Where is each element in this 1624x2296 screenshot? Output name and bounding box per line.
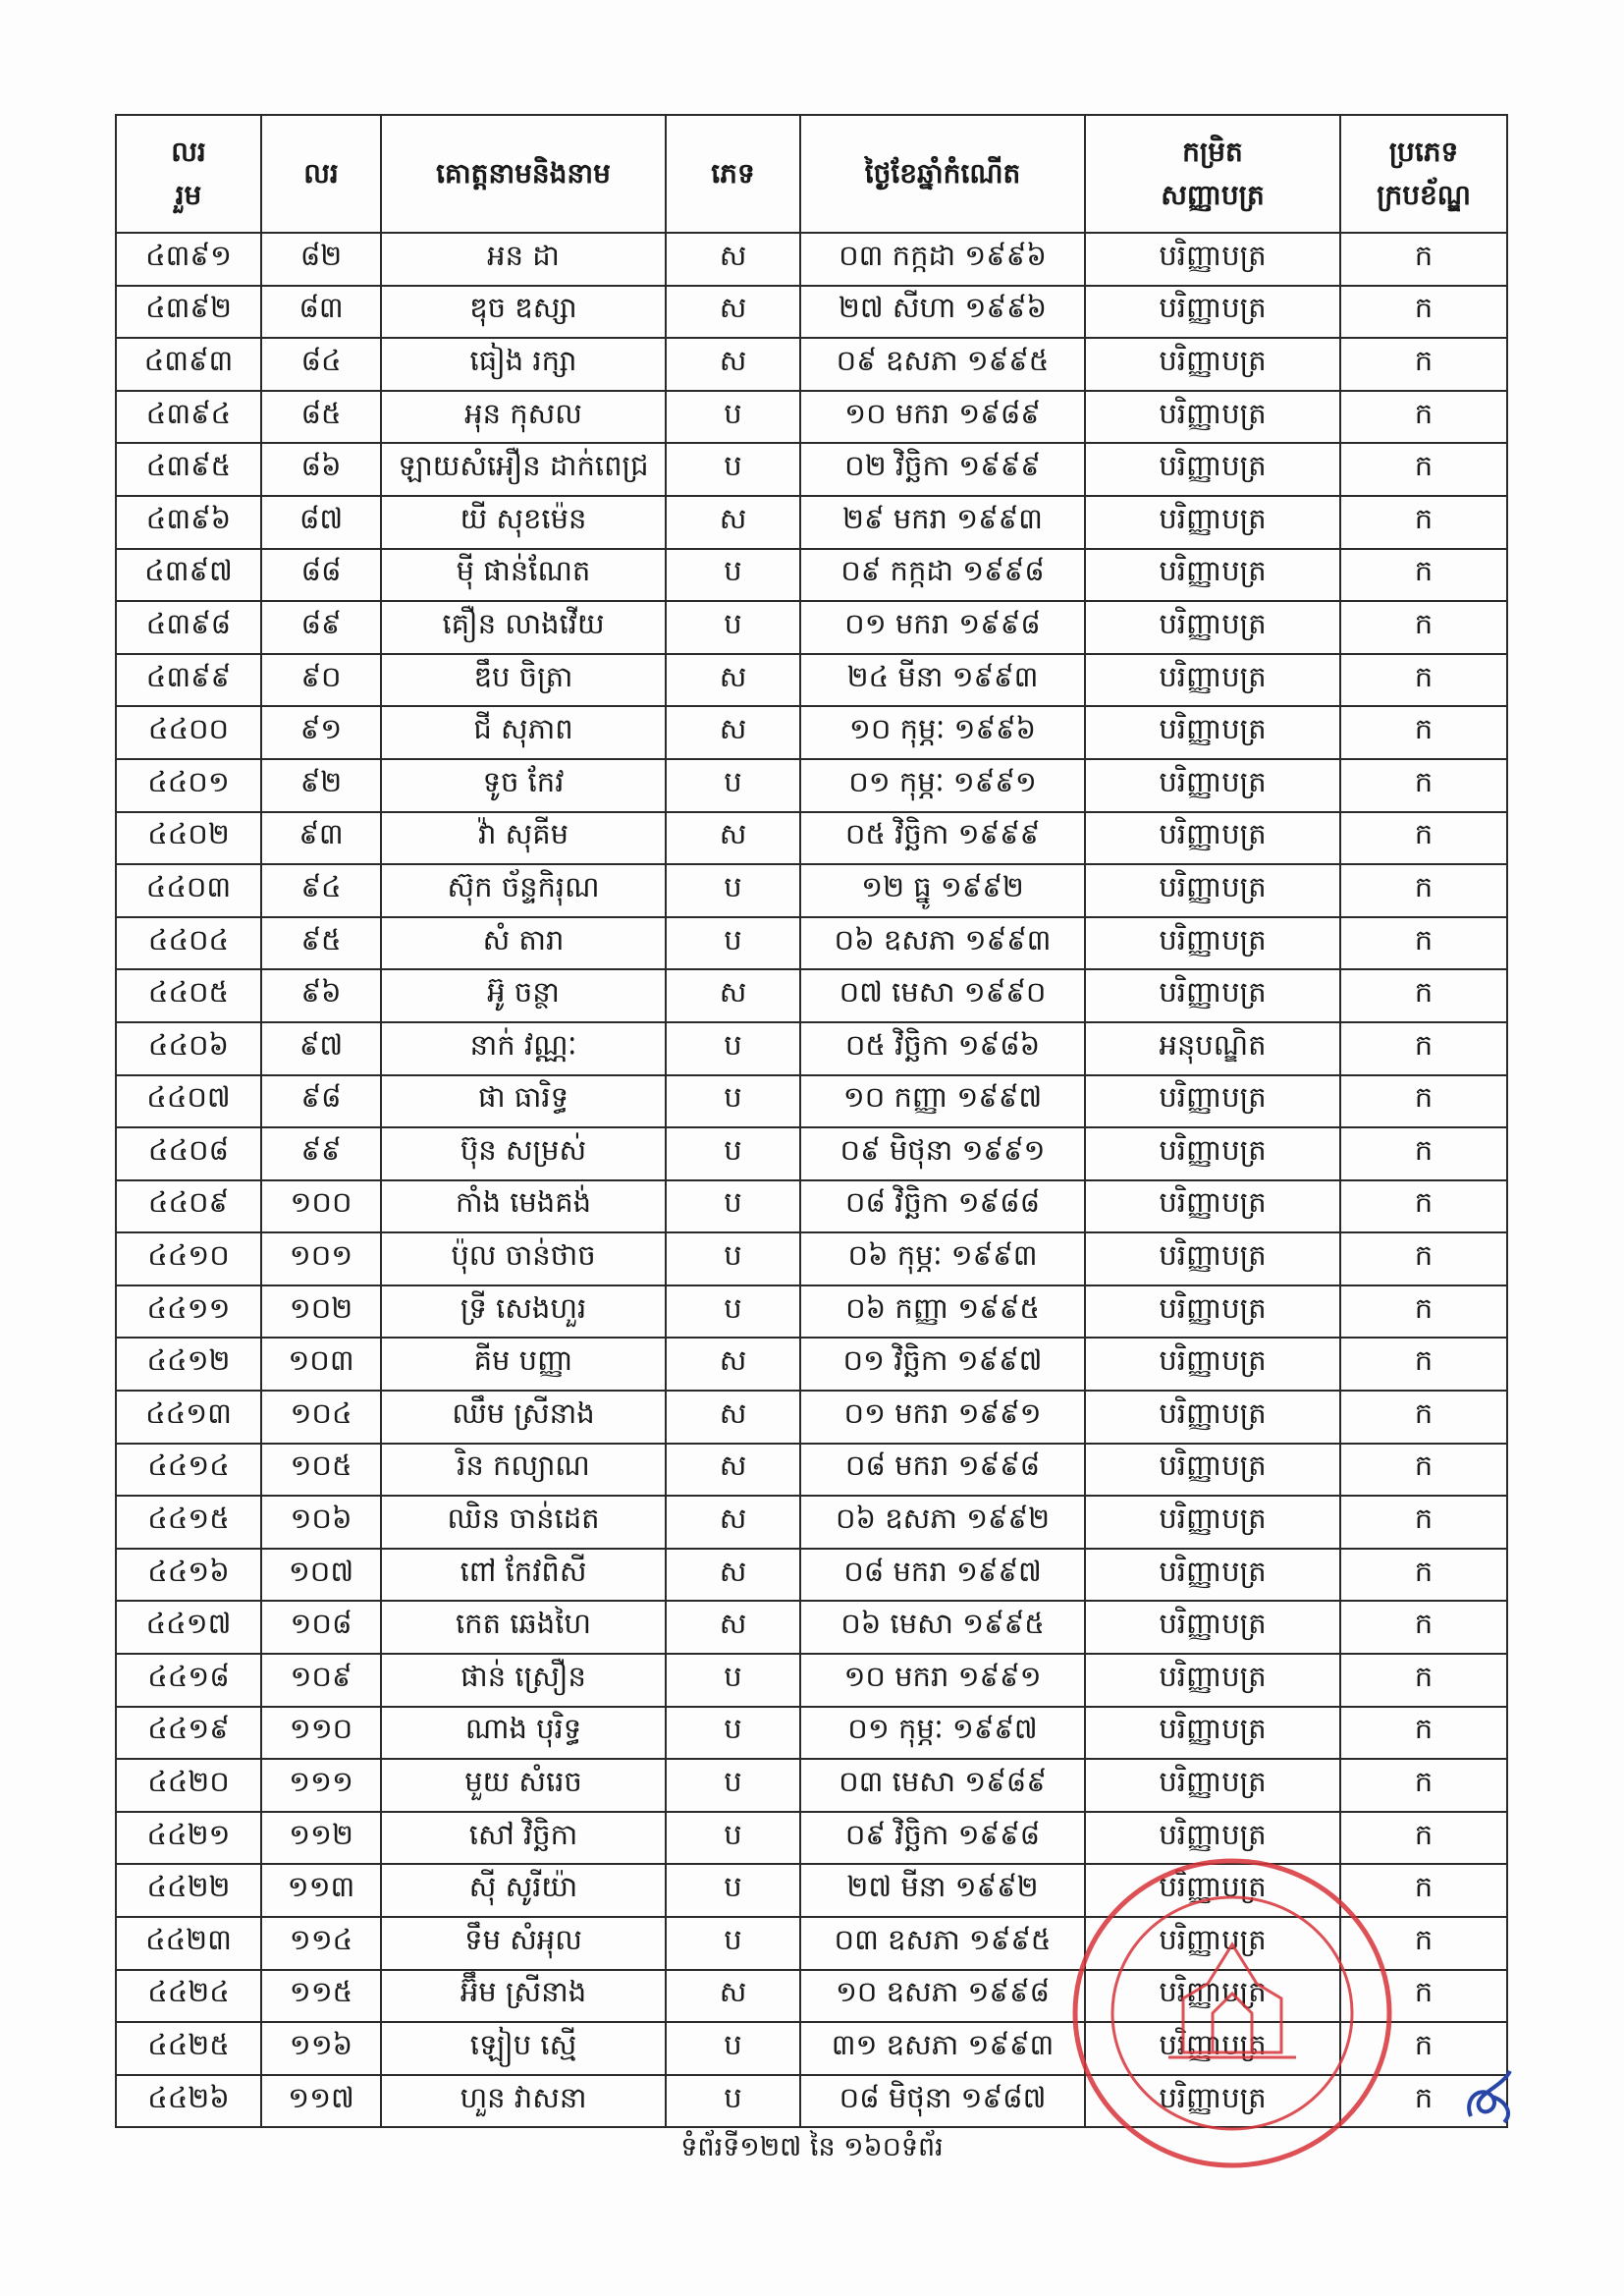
no-cell: ១០៤ (261, 1391, 381, 1444)
dob-cell: ២៧ មីនា ១៩៩២ (800, 1864, 1085, 1917)
name-cell: មួយ សំរេច (381, 1759, 666, 1812)
no-cell: ១០៩ (261, 1654, 381, 1707)
no-cell: ១១៣ (261, 1864, 381, 1917)
no-cell: ១១០ (261, 1707, 381, 1760)
dob-cell: ០៩ កក្កដា ១៩៩៨ (800, 549, 1085, 602)
total-no-cell: ៤៣៩៧ (116, 549, 261, 602)
gender-cell: ប (666, 1180, 800, 1233)
name-cell: អ៊ូ ចន្ថា (381, 969, 666, 1022)
dob-cell: ០១ មករា ១៩៩១ (800, 1391, 1085, 1444)
gender-cell: ប (666, 549, 800, 602)
name-cell: ហួន វាសនា (381, 2075, 666, 2128)
dob-cell: ០៩ មិថុនា ១៩៩១ (800, 1127, 1085, 1180)
table-row (116, 1707, 1507, 1760)
degree-cell: បរិញ្ញាបត្រ (1085, 233, 1340, 286)
official-seal-stamp (1065, 1851, 1399, 2175)
gender-cell: ប (666, 759, 800, 812)
total-no-cell: ៤៤០៤ (116, 917, 261, 970)
table-row (116, 601, 1507, 654)
dob-cell: ០៩ ឧសភា ១៩៩៥ (800, 338, 1085, 391)
degree-cell: បរិញ្ញាបត្រ (1085, 1180, 1340, 1233)
table-header-row (116, 115, 1507, 233)
no-cell: ៨៨ (261, 549, 381, 602)
name-cell: ឈិន ចាន់ដេត (381, 1496, 666, 1549)
no-cell: ៨៧ (261, 496, 381, 549)
no-cell: ១០៨ (261, 1601, 381, 1654)
page-number-footer: ទំព័រទី១២៧ នៃ ១៦០ទំព័រ (680, 2132, 944, 2162)
degree-cell: បរិញ្ញាបត្រ (1085, 1917, 1340, 1970)
framework-cell: ក (1340, 2075, 1507, 2128)
gender-cell: ប (666, 2075, 800, 2128)
name-cell: ផា ធារិទ្ធ (381, 1075, 666, 1128)
gender-cell: ស (666, 654, 800, 707)
dob-cell: ០២ វិច្ឆិកា ១៩៩៩ (800, 443, 1085, 496)
total-no-cell: ៤៤១៧ (116, 1601, 261, 1654)
no-cell: ៩៩ (261, 1127, 381, 1180)
gender-cell: ស (666, 969, 800, 1022)
no-cell: ១០២ (261, 1285, 381, 1339)
framework-cell: ក (1340, 496, 1507, 549)
dob-cell: ០៨ មករា ១៩៩៨ (800, 1444, 1085, 1497)
dob-cell: ៣១ ឧសភា ១៩៩៣ (800, 2022, 1085, 2075)
gender-cell: ប (666, 1022, 800, 1075)
dob-cell: ០៦ មេសា ១៩៩៥ (800, 1601, 1085, 1654)
no-cell: ១០៧ (261, 1549, 381, 1602)
degree-cell: បរិញ្ញាបត្រ (1085, 1444, 1340, 1497)
degree-cell: បរិញ្ញាបត្រ (1085, 812, 1340, 865)
no-cell: ៨២ (261, 233, 381, 286)
table-row (116, 1654, 1507, 1707)
gender-cell: ស (666, 812, 800, 865)
table-row (116, 1759, 1507, 1812)
total-no-cell: ៤៣៩១ (116, 233, 261, 286)
framework-cell: ក (1340, 1391, 1507, 1444)
total-no-cell: ៤៤០២ (116, 812, 261, 865)
dob-cell: ១០ កញ្ញា ១៩៩៧ (800, 1075, 1085, 1128)
signature-mark (1453, 2057, 1532, 2136)
table-row (116, 917, 1507, 970)
no-cell: ៨៩ (261, 601, 381, 654)
name-cell: ឌុច ឌស្សា (381, 286, 666, 339)
total-no-cell: ៤៤២១ (116, 1812, 261, 1865)
no-cell: ៩៥ (261, 917, 381, 970)
name-cell: អន ដា (381, 233, 666, 286)
table-row (116, 1338, 1507, 1391)
name-cell: គឿន លាងវើយ (381, 601, 666, 654)
degree-cell: បរិញ្ញាបត្រ (1085, 1391, 1340, 1444)
framework-cell: ក (1340, 969, 1507, 1022)
no-cell: ៩៧ (261, 1022, 381, 1075)
table-row (116, 443, 1507, 496)
degree-cell: បរិញ្ញាបត្រ (1085, 1496, 1340, 1549)
no-cell: ៩៤ (261, 864, 381, 917)
framework-cell: ក (1340, 1970, 1507, 2023)
header-gender: ភេទ (666, 115, 800, 233)
no-cell: ៨៤ (261, 338, 381, 391)
table-row (116, 1022, 1507, 1075)
dob-cell: ០៥ វិច្ឆិកា ១៩៩៩ (800, 812, 1085, 865)
gender-cell: ស (666, 286, 800, 339)
degree-cell: បរិញ្ញាបត្រ (1085, 2075, 1340, 2128)
dob-cell: ០៧ មេសា ១៩៩០ (800, 969, 1085, 1022)
gender-cell: ប (666, 1127, 800, 1180)
name-cell: ឈឹម ស្រីនាង (381, 1391, 666, 1444)
total-no-cell: ៤៣៩៦ (116, 496, 261, 549)
table-row (116, 759, 1507, 812)
total-no-cell: ៤៤១២ (116, 1338, 261, 1391)
framework-cell: ក (1340, 233, 1507, 286)
no-cell: ៩៦ (261, 969, 381, 1022)
degree-cell: បរិញ្ញាបត្រ (1085, 1338, 1340, 1391)
framework-cell: ក (1340, 286, 1507, 339)
total-no-cell: ៤៤១៤ (116, 1444, 261, 1497)
dob-cell: ១០ មករា ១៩៨៩ (800, 391, 1085, 444)
total-no-cell: ៤៣៩៨ (116, 601, 261, 654)
no-cell: ១០៥ (261, 1444, 381, 1497)
table-row (116, 706, 1507, 759)
framework-cell: ក (1340, 1601, 1507, 1654)
framework-cell: ក (1340, 601, 1507, 654)
degree-cell: បរិញ្ញាបត្រ (1085, 1759, 1340, 1812)
gender-cell: ស (666, 706, 800, 759)
no-cell: ៩៣ (261, 812, 381, 865)
table-row (116, 1601, 1507, 1654)
header-degree-level: កម្រិត សញ្ញាបត្រ (1085, 115, 1340, 233)
dob-cell: ០៩ វិច្ឆិកា ១៩៩៨ (800, 1812, 1085, 1865)
no-cell: ៩២ (261, 759, 381, 812)
header-framework-type: ប្រភេទ ក្របខ័ណ្ឌ (1340, 115, 1507, 233)
framework-cell: ក (1340, 1127, 1507, 1180)
dob-cell: ០៨ មិថុនា ១៩៨៧ (800, 2075, 1085, 2128)
framework-cell: ក (1340, 549, 1507, 602)
gender-cell: ប (666, 864, 800, 917)
table-row (116, 496, 1507, 549)
no-cell: ៨៣ (261, 286, 381, 339)
dob-cell: ០១ កុម្ភៈ ១៩៩៧ (800, 1707, 1085, 1760)
degree-cell: បរិញ្ញាបត្រ (1085, 1970, 1340, 2023)
dob-cell: ០១ មករា ១៩៩៨ (800, 601, 1085, 654)
dob-cell: ០៦ ឧសភា ១៩៩២ (800, 1496, 1085, 1549)
gender-cell: ប (666, 1285, 800, 1339)
total-no-cell: ៤៤១៨ (116, 1654, 261, 1707)
dob-cell: ១០ មករា ១៩៩១ (800, 1654, 1085, 1707)
framework-cell: ក (1340, 1022, 1507, 1075)
gender-cell: ប (666, 1075, 800, 1128)
gender-cell: ស (666, 1338, 800, 1391)
degree-cell: បរិញ្ញាបត្រ (1085, 864, 1340, 917)
total-no-cell: ៤៤១៣ (116, 1391, 261, 1444)
total-no-cell: ៤៤០៥ (116, 969, 261, 1022)
table-row (116, 1391, 1507, 1444)
name-cell: ម៉ី ផាន់ណែត (381, 549, 666, 602)
no-cell: ៩០ (261, 654, 381, 707)
table-body (116, 233, 1507, 2127)
table-row (116, 1285, 1507, 1339)
total-no-cell: ៤៤២៥ (116, 2022, 261, 2075)
total-no-cell: ៤៤១៥ (116, 1496, 261, 1549)
table-row (116, 286, 1507, 339)
total-no-cell: ៤៤០៣ (116, 864, 261, 917)
name-cell: ផាន់ ស្រឿន (381, 1654, 666, 1707)
dob-cell: ០៣ មេសា ១៩៨៩ (800, 1759, 1085, 1812)
table-row (116, 1549, 1507, 1602)
name-cell: ស៊ុក ច័ន្ទកិរុណ (381, 864, 666, 917)
degree-cell: បរិញ្ញាបត្រ (1085, 338, 1340, 391)
name-cell: ទឹម សំអុល (381, 1917, 666, 1970)
total-no-cell: ៤៤០៩ (116, 1180, 261, 1233)
degree-cell: បរិញ្ញាបត្រ (1085, 1707, 1340, 1760)
name-cell: នាក់ វណ្ណៈ (381, 1022, 666, 1075)
no-cell: ១០១ (261, 1232, 381, 1285)
dob-cell: ០៨ មករា ១៩៩៧ (800, 1549, 1085, 1602)
header-full-name: គោត្តនាមនិងនាម (381, 115, 666, 233)
degree-cell: បរិញ្ញាបត្រ (1085, 1232, 1340, 1285)
dob-cell: ០៣ កក្កដា ១៩៩៦ (800, 233, 1085, 286)
degree-cell: បរិញ្ញាបត្រ (1085, 1127, 1340, 1180)
table-row (116, 1127, 1507, 1180)
staff-roster-table (115, 114, 1508, 2128)
framework-cell: ក (1340, 759, 1507, 812)
total-no-cell: ៤៤២៦ (116, 2075, 261, 2128)
total-no-cell: ៤៤០៨ (116, 1127, 261, 1180)
header-date-of-birth: ថ្ងៃខែឆ្នាំកំណើត (800, 115, 1085, 233)
table-row (116, 233, 1507, 286)
name-cell: អុន កុសល (381, 391, 666, 444)
gender-cell: ប (666, 391, 800, 444)
total-no-cell: ៤៤២០ (116, 1759, 261, 1812)
no-cell: ១១១ (261, 1759, 381, 1812)
gender-cell: ប (666, 1759, 800, 1812)
gender-cell: ស (666, 1444, 800, 1497)
gender-cell: ស (666, 338, 800, 391)
framework-cell: ក (1340, 1707, 1507, 1760)
gender-cell: ប (666, 1917, 800, 1970)
framework-cell: ក (1340, 1496, 1507, 1549)
no-cell: ១០៣ (261, 1338, 381, 1391)
no-cell: ១១៤ (261, 1917, 381, 1970)
degree-cell: បរិញ្ញាបត្រ (1085, 706, 1340, 759)
dob-cell: ១០ កុម្ភៈ ១៩៩៦ (800, 706, 1085, 759)
table-row (116, 969, 1507, 1022)
degree-cell: បរិញ្ញាបត្រ (1085, 1075, 1340, 1128)
no-cell: ៩៨ (261, 1075, 381, 1128)
name-cell: សៅ វិច្ឆិកា (381, 1812, 666, 1865)
name-cell: ណាង បុរិទ្ធ (381, 1707, 666, 1760)
gender-cell: ប (666, 1232, 800, 1285)
dob-cell: ០៦ ឧសភា ១៩៩៣ (800, 917, 1085, 970)
gender-cell: ស (666, 1970, 800, 2023)
table-row (116, 549, 1507, 602)
table-row (116, 1075, 1507, 1128)
total-no-cell: ៤៤២៣ (116, 1917, 261, 1970)
dob-cell: ០៥ វិច្ឆិកា ១៩៨៦ (800, 1022, 1085, 1075)
framework-cell: ក (1340, 1444, 1507, 1497)
framework-cell: ក (1340, 1549, 1507, 1602)
total-no-cell: ៤៣៩៤ (116, 391, 261, 444)
table-row (116, 1232, 1507, 1285)
framework-cell: ក (1340, 864, 1507, 917)
name-cell: ជី សុភាព (381, 706, 666, 759)
table-row (116, 391, 1507, 444)
degree-cell: បរិញ្ញាបត្រ (1085, 1601, 1340, 1654)
name-cell: ពៅ កែវពិសី (381, 1549, 666, 1602)
degree-cell: បរិញ្ញាបត្រ (1085, 1285, 1340, 1339)
gender-cell: ស (666, 1549, 800, 1602)
table-row (116, 1180, 1507, 1233)
name-cell: ទូច កែវ (381, 759, 666, 812)
gender-cell: ប (666, 1864, 800, 1917)
degree-cell: បរិញ្ញាបត្រ (1085, 759, 1340, 812)
gender-cell: ប (666, 1812, 800, 1865)
name-cell: ធៀង រក្សា (381, 338, 666, 391)
dob-cell: ២៤ មីនា ១៩៩៣ (800, 654, 1085, 707)
total-no-cell: ៤៤០៧ (116, 1075, 261, 1128)
total-no-cell: ៤៤០១ (116, 759, 261, 812)
table-row (116, 1444, 1507, 1497)
no-cell: ១១៥ (261, 1970, 381, 2023)
gender-cell: ប (666, 2022, 800, 2075)
gender-cell: ប (666, 443, 800, 496)
total-no-cell: ៤៤២២ (116, 1864, 261, 1917)
framework-cell: ក (1340, 812, 1507, 865)
gender-cell: ប (666, 1654, 800, 1707)
gender-cell: ស (666, 1496, 800, 1549)
total-no-cell: ៤៤១៩ (116, 1707, 261, 1760)
dob-cell: ១២ ធ្នូ ១៩៩២ (800, 864, 1085, 917)
degree-cell: បរិញ្ញាបត្រ (1085, 601, 1340, 654)
dob-cell: ០៨ វិច្ឆិកា ១៩៨៨ (800, 1180, 1085, 1233)
degree-cell: បរិញ្ញាបត្រ (1085, 1812, 1340, 1865)
dob-cell: ១០ ឧសភា ១៩៩៨ (800, 1970, 1085, 2023)
degree-cell: អនុបណ្ឌិត (1085, 1022, 1340, 1075)
degree-cell: បរិញ្ញាបត្រ (1085, 286, 1340, 339)
header-total-no: លរ រួម (116, 115, 261, 233)
dob-cell: ០១ កុម្ភៈ ១៩៩១ (800, 759, 1085, 812)
total-no-cell: ៤៤១០ (116, 1232, 261, 1285)
framework-cell: ក (1340, 391, 1507, 444)
degree-cell: បរិញ្ញាបត្រ (1085, 969, 1340, 1022)
framework-cell: ក (1340, 1338, 1507, 1391)
name-cell: កេត ឆេងហៃ (381, 1601, 666, 1654)
framework-cell: ក (1340, 338, 1507, 391)
total-no-cell: ៤៤២៤ (116, 1970, 261, 2023)
framework-cell: ក (1340, 654, 1507, 707)
degree-cell: បរិញ្ញាបត្រ (1085, 917, 1340, 970)
framework-cell: ក (1340, 443, 1507, 496)
framework-cell: ក (1340, 917, 1507, 970)
dob-cell: ០៣ ឧសភា ១៩៩៥ (800, 1917, 1085, 1970)
gender-cell: ប (666, 601, 800, 654)
dob-cell: ០៦ កុម្ភៈ ១៩៩៣ (800, 1232, 1085, 1285)
name-cell: រិន កល្យាណ (381, 1444, 666, 1497)
gender-cell: ស (666, 1391, 800, 1444)
table-row (116, 338, 1507, 391)
degree-cell: បរិញ្ញាបត្រ (1085, 1864, 1340, 1917)
total-no-cell: ៤៣៩៩ (116, 654, 261, 707)
degree-cell: បរិញ្ញាបត្រ (1085, 549, 1340, 602)
framework-cell: ក (1340, 706, 1507, 759)
dob-cell: ២៩ មករា ១៩៩៣ (800, 496, 1085, 549)
total-no-cell: ៤៣៩៥ (116, 443, 261, 496)
gender-cell: ស (666, 233, 800, 286)
dob-cell: ២៧ សីហា ១៩៩៦ (800, 286, 1085, 339)
framework-cell: ក (1340, 1917, 1507, 1970)
total-no-cell: ៤៤០៦ (116, 1022, 261, 1075)
total-no-cell: ៤៣៩២ (116, 286, 261, 339)
dob-cell: ០៦ កញ្ញា ១៩៩៥ (800, 1285, 1085, 1339)
framework-cell: ក (1340, 1285, 1507, 1339)
no-cell: ៩១ (261, 706, 381, 759)
gender-cell: ស (666, 496, 800, 549)
name-cell: យី សុខម៉េន (381, 496, 666, 549)
name-cell: វ៉ា សុគីម (381, 812, 666, 865)
degree-cell: បរិញ្ញាបត្រ (1085, 654, 1340, 707)
table-row (116, 1496, 1507, 1549)
no-cell: ១០៦ (261, 1496, 381, 1549)
name-cell: ឡាយសំអឿន ដាក់ពេជ្រ (381, 443, 666, 496)
framework-cell: ក (1340, 1864, 1507, 1917)
name-cell: ស៊ី សូរីយ៉ា (381, 1864, 666, 1917)
total-no-cell: ៤៣៩៣ (116, 338, 261, 391)
total-no-cell: ៤៤១៦ (116, 1549, 261, 1602)
degree-cell: បរិញ្ញាបត្រ (1085, 2022, 1340, 2075)
gender-cell: ប (666, 1707, 800, 1760)
framework-cell: ក (1340, 1759, 1507, 1812)
table-row (116, 812, 1507, 865)
degree-cell: បរិញ្ញាបត្រ (1085, 1654, 1340, 1707)
name-cell: សំ តារា (381, 917, 666, 970)
no-cell: ១១៦ (261, 2022, 381, 2075)
no-cell: ១០០ (261, 1180, 381, 1233)
gender-cell: ស (666, 1601, 800, 1654)
framework-cell: ក (1340, 2022, 1507, 2075)
gender-cell: ប (666, 917, 800, 970)
no-cell: ១១៧ (261, 2075, 381, 2128)
dob-cell: ០១ វិច្ឆិកា ១៩៩៧ (800, 1338, 1085, 1391)
header-no: លរ (261, 115, 381, 233)
table-row (116, 864, 1507, 917)
no-cell: ៨៥ (261, 391, 381, 444)
framework-cell: ក (1340, 1180, 1507, 1233)
no-cell: ៨៦ (261, 443, 381, 496)
name-cell: ទ្រី សេងហួរ (381, 1285, 666, 1339)
name-cell: គីម បញ្ញា (381, 1338, 666, 1391)
degree-cell: បរិញ្ញាបត្រ (1085, 496, 1340, 549)
name-cell: កាំង មេងគង់ (381, 1180, 666, 1233)
degree-cell: បរិញ្ញាបត្រ (1085, 1549, 1340, 1602)
name-cell: ប៊ុន សម្រស់ (381, 1127, 666, 1180)
framework-cell: ក (1340, 1232, 1507, 1285)
framework-cell: ក (1340, 1812, 1507, 1865)
name-cell: ឡៀប ស្មើ (381, 2022, 666, 2075)
degree-cell: បរិញ្ញាបត្រ (1085, 443, 1340, 496)
table-row (116, 654, 1507, 707)
total-no-cell: ៤៤០០ (116, 706, 261, 759)
framework-cell: ក (1340, 1654, 1507, 1707)
no-cell: ១១២ (261, 1812, 381, 1865)
total-no-cell: ៤៤១១ (116, 1285, 261, 1339)
degree-cell: បរិញ្ញាបត្រ (1085, 391, 1340, 444)
name-cell: ប៉ុល ចាន់ថាច (381, 1232, 666, 1285)
framework-cell: ក (1340, 1075, 1507, 1128)
name-cell: អ៊ឹម ស្រីនាង (381, 1970, 666, 2023)
name-cell: ឌឹប ចិត្រា (381, 654, 666, 707)
